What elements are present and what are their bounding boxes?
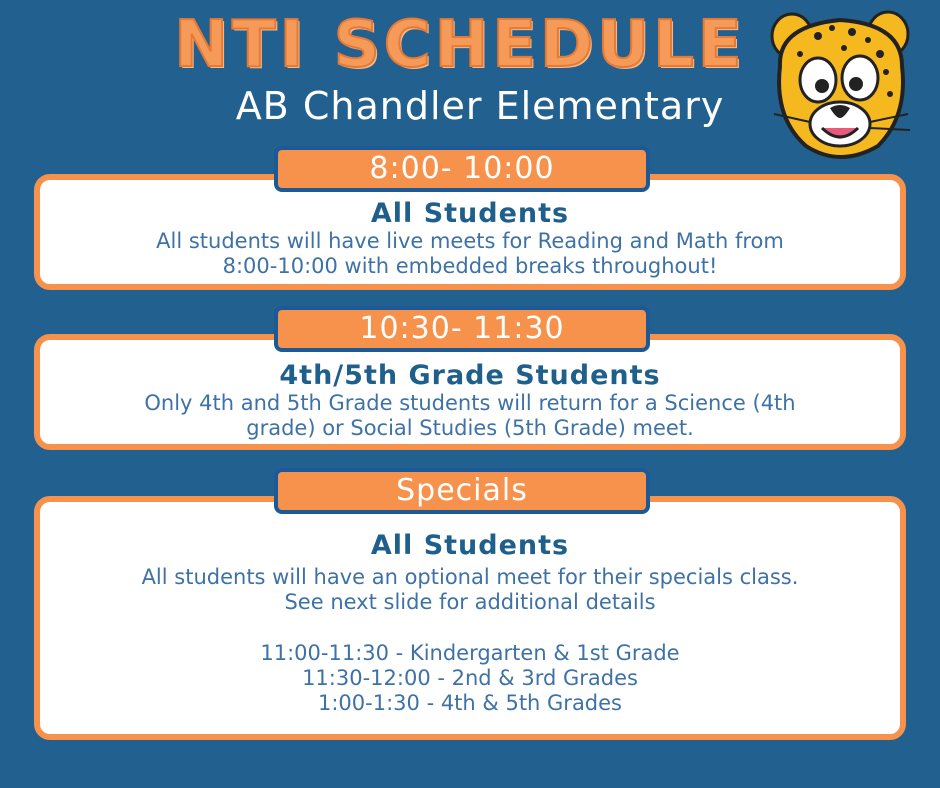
card-description: Only 4th and 5th Grade students will return for a Science (4th grade) or Social Studies (5th Grade) meet. [144, 391, 796, 440]
specials-schedule-line: 11:30-12:00 - 2nd & 3rd Grades [302, 666, 638, 690]
schedule-card-3 [34, 496, 906, 740]
specials-schedule-line: 11:00-11:30 - Kindergarten & 1st Grade [260, 641, 680, 665]
card-description: All students will have live meets for Reading and Math from 8:00-10:00 with embedded breaks throughout! [156, 229, 784, 278]
card-heading: All Students [370, 530, 570, 561]
time-tab-2: 10:30- 11:30 [274, 306, 650, 352]
time-tab-3: Specials [274, 468, 650, 514]
time-tab-1: 8:00- 10:00 [274, 146, 650, 192]
page-title: NTI SCHEDULE [174, 8, 746, 82]
card-heading: All Students [370, 198, 570, 229]
specials-schedule-line: 1:00-1:30 - 4th & 5th Grades [318, 691, 622, 715]
card-heading: 4th/5th Grade Students [279, 360, 661, 391]
school-name: AB Chandler Elementary [235, 84, 725, 128]
cheetah-mascot-icon [760, 6, 920, 166]
card-description: All students will have an optional meet for their specials class. See next slide for additional details 11:00-11:30 - Kindergarten & 1st Grade 11:30-12:00 - 2nd & 3rd Grades 1:00-1:30 - 4th & 5th Grades [40, 565, 900, 716]
